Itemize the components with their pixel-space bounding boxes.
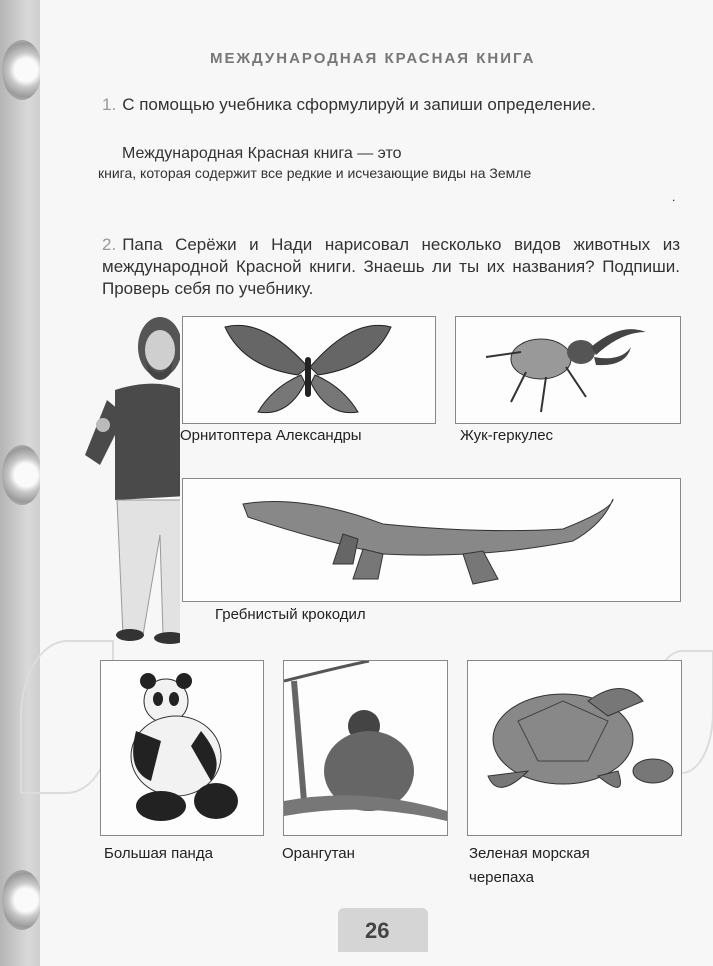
turtle-frame [467, 660, 682, 836]
label-turtle-line2[interactable]: черепаха [469, 869, 534, 886]
task2-question [102, 234, 680, 300]
label-crocodile[interactable]: Гребнистый крокодил [215, 606, 366, 623]
crocodile-frame [182, 478, 681, 602]
task1-lead: Международная Красная книга — это [122, 145, 402, 162]
orangutan-icon [284, 661, 447, 835]
butterfly-icon [183, 317, 435, 423]
page-number: 26 [365, 918, 390, 943]
task1-answer[interactable]: книга, которая содержит все редкие и исчезающие виды на Земле [98, 165, 532, 181]
father-illustration [45, 305, 180, 650]
panda-icon [101, 661, 263, 835]
crocodile-icon [183, 479, 680, 601]
task1-number: 1. [102, 95, 117, 114]
task1-question [102, 94, 676, 116]
beetle-frame [455, 316, 681, 424]
label-turtle[interactable]: Зеленая морская [469, 845, 590, 862]
page-title: МЕЖДУНАРОДНАЯ КРАСНАЯ КНИГА [210, 50, 536, 67]
binder-ring [2, 445, 42, 505]
task2-text: Папа Серёжи и Нади нарисовал несколько видов животных из международной Красной книги. Знаешь ли ты их названия? Подпиши. Проверь себя по учебнику. [102, 235, 680, 298]
label-beetle[interactable]: Жук-геркулес [460, 427, 554, 444]
orangutan-frame [283, 660, 448, 836]
binder-ring [2, 870, 42, 930]
task2-number: 2. [102, 235, 117, 254]
panda-frame [100, 660, 264, 836]
turtle-icon [468, 661, 681, 835]
label-orangutan[interactable]: Орангутан [282, 845, 355, 862]
beetle-icon [456, 317, 680, 423]
label-butterfly[interactable]: Орнитоптера Александры [180, 427, 362, 444]
butterfly-frame [182, 316, 436, 424]
task1-text: С помощью учебника сформулируй и запиши определение. [122, 95, 596, 114]
label-panda[interactable]: Большая панда [104, 845, 213, 862]
task1-end-mark: . [672, 190, 676, 204]
binder-ring [2, 40, 42, 100]
